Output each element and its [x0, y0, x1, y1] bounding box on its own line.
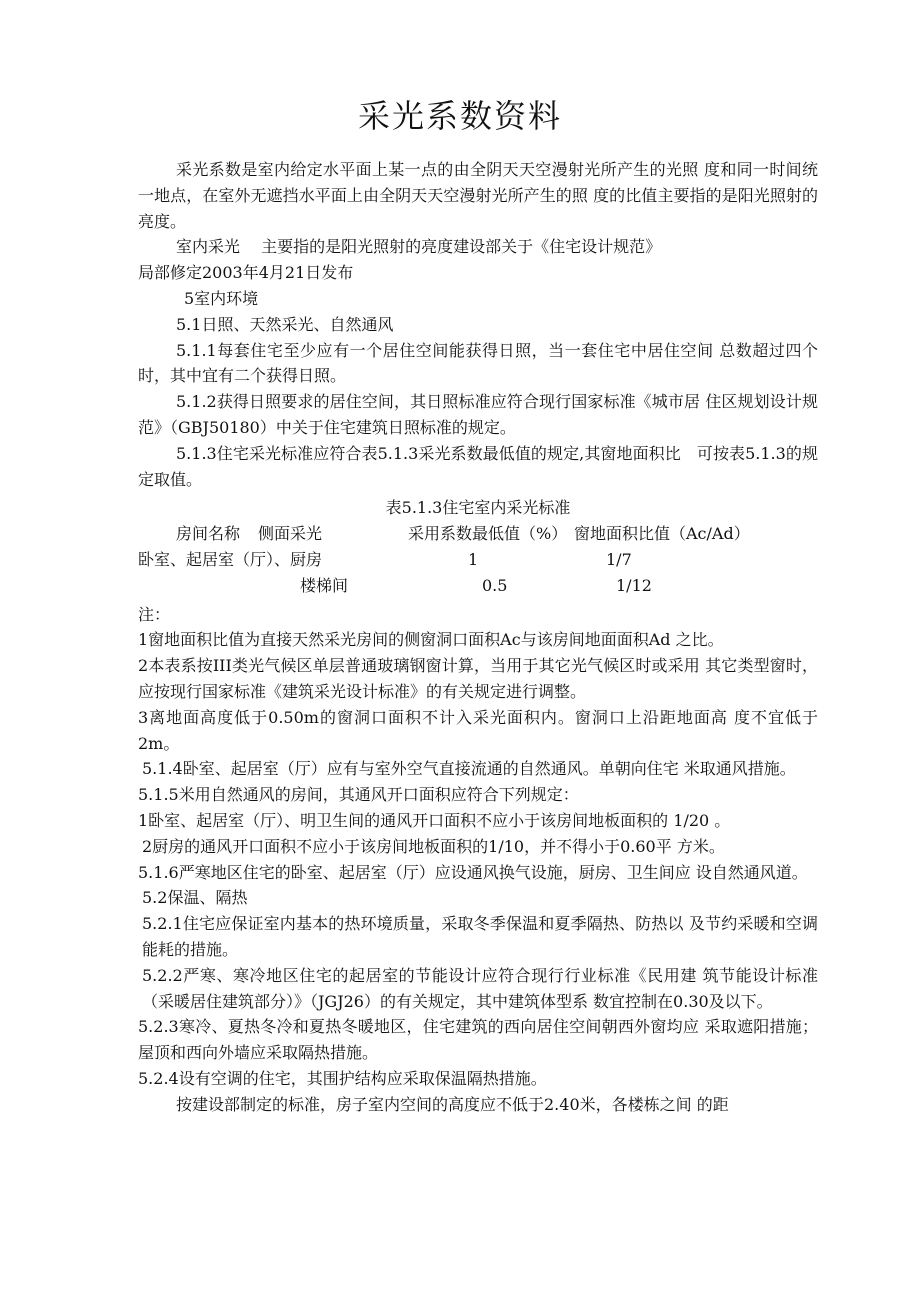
notes-label: 注：	[138, 604, 171, 624]
clause-5-1-6: 5.1.6严寒地区住宅的卧室、起居室（厅）应设通风换气设施，厨房、卫生间应 设自然通风道。	[138, 862, 808, 882]
note-1: 1窗地面积比值为直接天然采光房间的侧窗洞口面积Ac与该房间地面面积Ad 之比。	[138, 630, 724, 650]
row-room-name: 卧室、起居室（厅）、厨房	[138, 549, 323, 569]
table-header-row	[138, 521, 818, 547]
row-coefficient: 1	[468, 549, 479, 569]
row-room-name: 楼梯间	[300, 575, 349, 595]
clause-5-1-5: 5.1.5米用自然通风的房间，其通风开口面积应符合下列规定：	[138, 785, 579, 805]
heading-indoor-environment: 5室内环境	[184, 288, 259, 308]
clause-5-2-1: 5.2.1住宅应保证室内基本的热环境质量，采取冬季保温和夏季隔热、防热以 及节约采暖和空调能耗的措施。	[142, 914, 818, 959]
clause-5-1-5-item-1: 1卧室、起居室（厅）、明卫生间的通风开口面积不应小于该房间地板面积的 1/20 。	[138, 810, 731, 830]
clause-5-1-3: 5.1.3住宅采光标准应符合表5.1.3采光系数最低值的规定,其窗地面积比 可按表5.1.3的规定取值。	[138, 443, 818, 489]
header-side-lighting: 侧面采光	[258, 524, 323, 544]
document-body	[138, 157, 818, 1117]
row-coefficient: 0.5	[482, 575, 508, 595]
clause-5-1-4: 5.1.4卧室、起居室（厅）应有与室外空气直接流通的自然通风。单朝向住宅 米取通风措施。	[142, 759, 796, 779]
row-ratio: 1/7	[606, 549, 632, 569]
row-ratio: 1/12	[616, 575, 652, 595]
heading-sunlight-ventilation: 5.1日照、天然采光、自然通风	[176, 314, 394, 334]
clause-5-2-4: 5.2.4设有空调的住宅，其围护结构应采取保温隔热措施。	[138, 1068, 547, 1088]
table-row	[138, 547, 818, 573]
table-caption: 表5.1.3住宅室内采光标准	[385, 498, 571, 518]
clause-5-1-5-item-2: 2厨房的通风开口面积不应小于该房间地板面积的1/10，并不得小于0.60平 方米。	[142, 836, 725, 856]
heading-insulation: 5.2保温、隔热	[142, 888, 248, 908]
clause-5-2-2: 5.2.2严寒、寒冷地区住宅的起居室的节能设计应符合现行行业标准《民用建 筑节能设计标准（采暖居住建筑部分）》（JGJ26）的有关规定，其中建筑体型系 数宜控制在0.30及以下。	[142, 965, 818, 1011]
header-window-floor-ratio: 窗地面积比值（Ac/Ad）	[574, 524, 750, 544]
header-coefficient: 采用系数最低值（%）	[408, 524, 568, 544]
table-row	[138, 573, 818, 599]
clause-5-1-2: 5.1.2获得日照要求的居住空间，其日照标准应符合现行国家标准《城市居 住区规划设计规范》（GBJ50180）中关于住宅建筑日照标准的规定。	[138, 392, 818, 437]
note-3: 3离地面高度低于0.50m的窗洞口面积不计入采光面积内。窗洞口上沿距地面高 度不宜低于2m。	[138, 707, 818, 753]
paragraph-ceiling-height: 按建设部制定的标准，房子室内空间的高度应不低于2.40米，各楼栋之间 的距	[176, 1094, 729, 1114]
paragraph-definition: 采光系数是室内给定水平面上某一点的由全阴天天空漫射光所产生的光照 度和同一时间统一地点，在室外无遮挡水平面上由全阴天天空漫射光所产生的照 度的比值主要指的是阳光照射的亮度。	[138, 160, 818, 231]
note-2: 2本表系按III类光气候区单层普通玻璃钢窗计算，当用于其它光气候区时或采用 其它类型窗时，应按现行国家标准《建筑采光设计标准》的有关规定进行调整。	[138, 656, 818, 701]
paragraph-indoor-lighting: 室内采光 主要指的是阳光照射的亮度建设部关于《住宅设计规范》	[176, 237, 662, 257]
header-room-name: 房间名称	[176, 524, 241, 544]
clause-5-2-3: 5.2.3寒冷、夏热冬冷和夏热冬暖地区，住宅建筑的西向居住空间朝西外窗均应 采取遮阳措施；屋顶和西向外墙应采取隔热措施。	[138, 1017, 818, 1063]
paragraph-revision-date: 局部修定2003年4月21日发布	[138, 263, 354, 283]
clause-5-1-1: 5.1.1每套住宅至少应有一个居住空间能获得日照，当一套住宅中居住空间 总数超过四个时，其中宜有二个获得日照。	[138, 340, 818, 386]
document-title: 采光系数资料	[357, 97, 562, 135]
